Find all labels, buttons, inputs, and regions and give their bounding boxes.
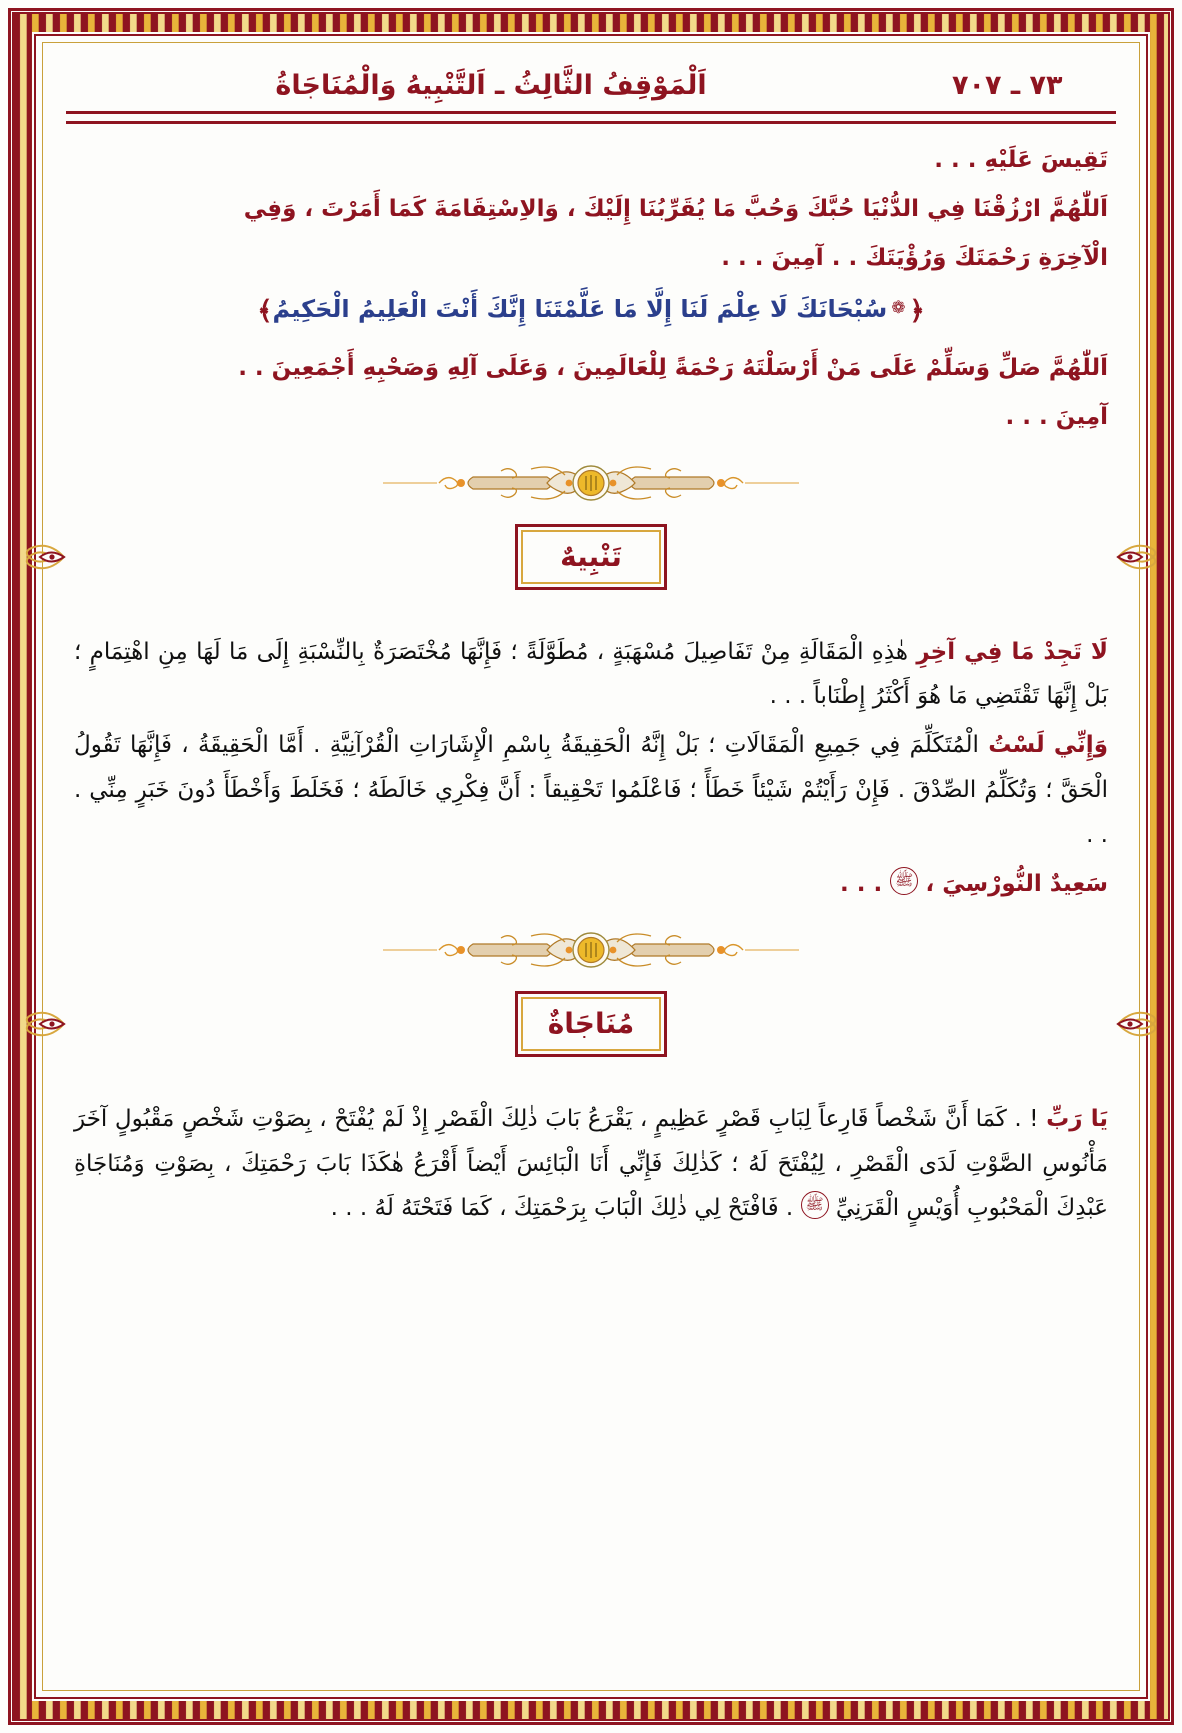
munajat-title-text: مُنَاجَاةٌ — [547, 1006, 635, 1040]
leaf-flourish-right-icon-2 — [1116, 1004, 1170, 1044]
page-bottom-spacer — [56, 1235, 1126, 1245]
divider-icon — [381, 461, 801, 505]
tanbih-box — [515, 524, 667, 590]
signature-name: سَعِيدٌ النُّورْسِيَ ، — [925, 870, 1108, 897]
munajat-box — [515, 991, 667, 1057]
salawat-line-1: اَللّٰهُمَّ صَلِّ وَسَلِّمْ عَلَى مَنْ أَرْسَلْتَهُ رَحْمَةً لِلْعَالَمِينَ ، وَعَلَى آلِهِ وَصَحْبِهِ أَجْمَعِينَ . . — [238, 354, 1108, 381]
page-header — [56, 52, 1126, 101]
verse-close-bracket-icon: ﴾ — [257, 295, 273, 326]
signature-tail: . . . — [839, 870, 891, 897]
munajat-tail: . فَافْتَحْ لِي ذٰلِكَ الْبَابَ بِرَحْمَتِكَ ، كَمَا فَتَحْتَهُ لَهُ . . . — [330, 1195, 801, 1222]
tanbih-block — [56, 616, 1126, 907]
intro-line-2: اَللّٰهُمَّ ارْزُقْنَا فِي الدُّنْيَا حُبَّكَ وَحُبَّ مَا يُقَرِّبُنَا إِلَيْكَ ، وَالاِسْتِقَامَةَ كَمَا أَمَرْتَ ، وَفِي — [243, 195, 1108, 222]
tanbih-paragraph-1 — [74, 630, 1108, 720]
verse-floret-icon: ❁ — [891, 297, 906, 318]
tanbih-title-text: تَنْبِيهٌ — [560, 539, 622, 573]
honorific-seal-icon: ﷺ — [890, 867, 918, 895]
verse-text: سُبْحَانَكَ لَا عِلْمَ لَنَا إِلَّا مَا عَلَّمْتَنَا إِنَّكَ أَنْتَ الْعَلِيمُ الْحَكِيمُ — [272, 294, 888, 323]
tanbih-paragraph-2 — [74, 723, 1108, 858]
tanbih-p2-body: الْمُتَكَلِّمَ فِي جَمِيعِ الْمَقَالَاتِ ؛ بَلْ إِنَّهُ الْحَقِيقَةُ بِاسْمِ الْإِشَارَاتِ الْقُرْآنِيَّةِ . أَمَّا الْحَقِيقَةُ ، فَإِنَّهَا تَقُولُ الْحَقَّ ؛ وَتُكَلِّمُ الصِّدْقَ . فَإِنْ رَأَيْتُمْ شَيْئاً خَطَأً ؛ فَاعْلَمُوا تَحْقِيقاً : أَنَّ فِكْرِي خَالَطَهُ ؛ فَخَلَطَ وَأَخْطَأَ دُونَ خَبَرٍ مِنِّي . . . — [74, 732, 1108, 848]
munajat-body: ! . كَمَا أَنَّ شَخْصاً قَارِعاً لِبَابِ قَصْرٍ عَظِيمٍ ، يَقْرَعُ بَابَ ذٰلِكَ الْقَصْرِ إِذْ لَمْ يُفْتَحْ ، بِصَوْتِ شَخْصٍ مَقْبُولٍ آخَرَ مَأْنُوسِ الصَّوْتِ لَدَى الْقَصْرِ ، لِيُفْتَحَ لَهُ ؛ كَذٰلِكَ فَإِنِّي أَنَا الْبَائِسَ أَيْضاً أَقْرَعُ هٰكَذَا بَابَ رَحْمَتِكَ ، بِصَوْتِ وَمُنَاجَاةِ عَبْدِكَ الْمَحْبُوبِ أُوَيْسٍ الْقَرَنِيِّ — [74, 1105, 1108, 1222]
tanbih-title-cartouche — [56, 520, 1126, 594]
munajat-block — [56, 1083, 1126, 1232]
page-content — [56, 52, 1126, 1681]
intro-block — [56, 124, 1126, 440]
munajat-box-inner — [521, 997, 661, 1051]
leaf-flourish-left-icon — [12, 537, 66, 577]
intro-line-3: الْآخِرَةِ رَحْمَتَكَ وَرُؤْيَتَكَ . . آمِينَ . . . — [721, 244, 1108, 271]
divider-icon-2 — [381, 928, 801, 972]
tanbih-p1-highlight: لَا تَجِدْ مَا فِي آخِرِ — [916, 638, 1108, 665]
tanbih-box-inner — [521, 530, 661, 584]
tanbih-p1-body: هٰذِهِ الْمَقَالَةِ مِنْ تَفَاصِيلَ مُسْهَبَةٍ ، مُطَوَّلَةً ؛ فَإِنَّهَا مُخْتَصَرَةٌ بِالنِّسْبَةِ إِلَى مَا لَهَا مِنِ اهْتِمَامٍ ؛ بَلْ إِنَّهَا تَقْتَضِي مَا هُوَ أَكْثَرُ إِطْنَاباً . . . — [74, 638, 1108, 710]
salawat-line-2: آمِينَ . . . — [1005, 403, 1108, 430]
leaf-flourish-left-icon-2 — [12, 1004, 66, 1044]
header-double-rule — [66, 111, 1116, 124]
ornamental-divider-bottom — [56, 927, 1126, 973]
intro-line-1: تَقِيسَ عَلَيْهِ . . . — [934, 147, 1108, 173]
honorific-seal-icon-2: ﷺ — [801, 1191, 829, 1219]
tanbih-signature — [74, 862, 1108, 907]
munajat-paragraph — [74, 1097, 1108, 1232]
tanbih-p2-highlight-2: لَسْتُ — [988, 732, 1045, 759]
quran-verse — [74, 287, 1108, 336]
tanbih-p2-highlight-1: وَإِنِّي — [1053, 732, 1108, 759]
page-title: اَلْمَوْقِفُ الثَّالِثُ ـ اَلتَّنْبِيهُ وَالْمُنَاجَاةُ — [275, 70, 707, 101]
munajat-title-cartouche — [56, 987, 1126, 1061]
verse-open-bracket-icon: ﴿ — [909, 295, 925, 326]
leaf-flourish-right-icon — [1116, 537, 1170, 577]
munajat-highlight: يَا رَبِّ — [1046, 1105, 1108, 1132]
ornamental-divider-top — [56, 460, 1126, 506]
page-number-range: ٧٣ ـ ٧٠٧ — [952, 70, 1063, 101]
